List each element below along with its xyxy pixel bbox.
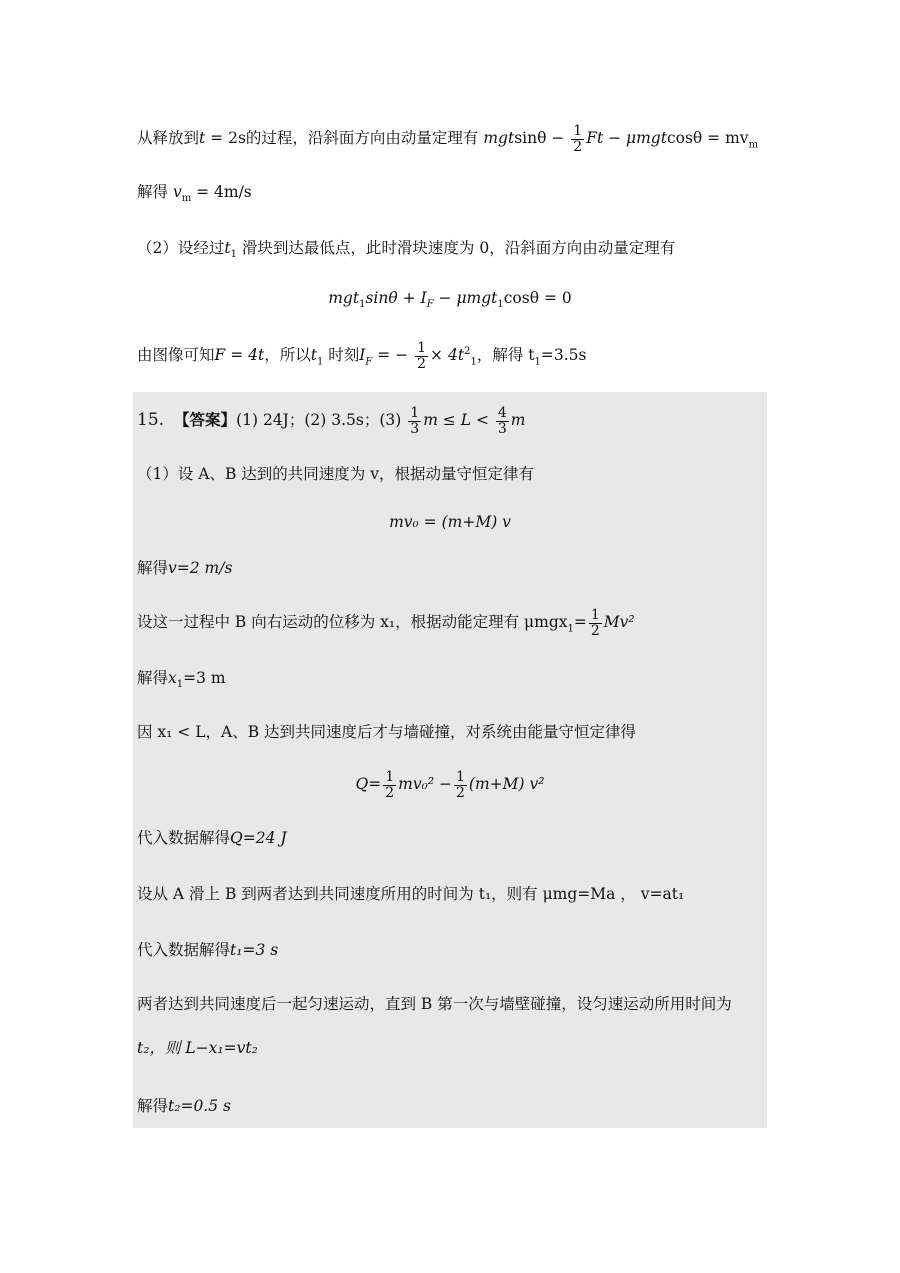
text-line-graph-result <box>137 340 586 374</box>
subscript: m <box>748 139 759 151</box>
equation-part2 <box>0 286 900 317</box>
var-t: t <box>199 129 206 148</box>
numerator: 1 <box>455 769 465 785</box>
text: 因 x₁ < L，A、B 达到共同速度后才与墙碰撞，对系统由能量守恒定律得 <box>137 723 637 741</box>
text: = 2s的过程，沿斜面方向由动量定理有 <box>205 129 484 148</box>
superscript: 2 <box>464 346 471 357</box>
subscript: 1 <box>497 299 504 311</box>
text-line-time-t1 <box>137 882 684 906</box>
subscript: 1 <box>176 679 184 691</box>
formula: = − <box>372 346 409 365</box>
text-line-momentum-theorem <box>137 124 758 157</box>
text: 时刻 <box>323 346 360 365</box>
text-line-uniform-motion <box>137 992 732 1016</box>
subscript: 1 <box>230 249 237 261</box>
var-t: t <box>310 346 317 365</box>
question-number: 15. <box>137 410 165 431</box>
equation-energy-conservation <box>0 770 900 800</box>
text: 解得 <box>137 669 169 687</box>
subscript: 1 <box>316 356 324 368</box>
text: 解得 <box>137 1097 169 1115</box>
formula: cosθ = mv <box>666 129 749 148</box>
formula: (m+M) v² <box>468 775 545 794</box>
equation-momentum-conservation <box>0 510 900 534</box>
formula: F = 4t <box>214 346 265 365</box>
var-t: t <box>224 239 231 257</box>
text: 两者达到共同速度后一起匀速运动，直到 B 第一次与墙壁碰撞，设匀速运动所用时间为 <box>137 995 732 1013</box>
denominator: 2 <box>417 355 427 372</box>
value: t₂=0.5 s <box>168 1097 231 1115</box>
value: t₁=3 s <box>230 941 279 959</box>
text-line-part2-intro <box>137 236 675 267</box>
subscript: 1 <box>567 623 574 635</box>
denominator: 2 <box>385 784 395 801</box>
value: =3.5s <box>540 346 587 365</box>
fraction <box>454 770 467 800</box>
fraction <box>589 608 602 638</box>
formula: Mv² <box>603 613 635 632</box>
formula: mv₀ = (m+M) v <box>389 513 511 531</box>
formula: t₂，则 L−x₁=vt₂ <box>137 1039 258 1057</box>
subscript: 1 <box>359 299 366 311</box>
formula: − μmgt <box>433 289 498 307</box>
denominator: 2 <box>590 622 600 639</box>
value: =3 m <box>183 669 226 687</box>
text: ，解得 t <box>476 346 535 365</box>
text-line-result-vm <box>137 180 252 211</box>
text: 由图像可知 <box>137 346 215 365</box>
var-v: v <box>172 183 182 201</box>
formula: × 4t <box>430 346 465 365</box>
text: 解得 <box>137 183 173 201</box>
highlighted-answer-block <box>133 392 767 1128</box>
denominator: 3 <box>497 420 507 437</box>
text: 设这一过程中 B 向右运动的位移为 x₁，根据动能定理有 μmgx <box>137 613 568 632</box>
text-line-result-Q <box>137 826 287 850</box>
value: Q=24 J <box>230 829 287 847</box>
numerator: 1 <box>590 607 600 623</box>
value: = 4m/s <box>191 183 252 201</box>
formula: mv₀² − <box>398 775 452 794</box>
answer-text: (1) 24J；(2) 3.5s；(3) <box>236 411 402 430</box>
denominator: 2 <box>573 138 583 155</box>
text-line-result-t1 <box>137 938 278 962</box>
text: 解得 <box>137 559 169 577</box>
text: 从释放到 <box>137 129 200 148</box>
formula: sinθ + I <box>365 289 427 307</box>
text: （1）设 A、B 达到的共同速度为 v，根据动量守恒定律有 <box>137 465 534 483</box>
fraction <box>571 124 584 154</box>
text: 代入数据解得 <box>137 829 231 847</box>
value: v=2 m/s <box>168 559 233 577</box>
subscript: 1 <box>534 356 541 368</box>
formula: cosθ = 0 <box>503 289 572 307</box>
var-x: x <box>168 669 177 687</box>
text-line-q15-part1 <box>137 462 534 486</box>
text-line-t2-equation <box>137 1036 258 1060</box>
text: ，所以 <box>264 346 311 365</box>
text-line-result-v <box>137 556 232 580</box>
denominator: 2 <box>455 784 465 801</box>
numerator: 1 <box>385 769 395 785</box>
text: 滑块到达最低点，此时滑块速度为 0，沿斜面方向由动量定理有 <box>236 239 676 257</box>
numerator: 4 <box>497 405 507 421</box>
subscript: 1 <box>470 356 477 368</box>
answer-label: 【答案】 <box>174 410 237 430</box>
var-I: I <box>359 346 366 365</box>
formula: Q= <box>355 775 382 794</box>
formula: = <box>573 613 587 632</box>
formula: m <box>510 411 526 430</box>
text: 设从 A 滑上 B 到两者达到共同速度所用的时间为 t₁，则有 μmg=Ma ， v=at₁ <box>137 885 685 903</box>
question-15-answer <box>137 406 526 436</box>
text-line-energy-conservation <box>137 720 636 744</box>
text-line-result-t2 <box>137 1094 231 1118</box>
fraction <box>496 406 509 436</box>
formula: mgt <box>328 289 360 307</box>
formula: m ≤ L < <box>423 411 489 430</box>
text-line-result-x1 <box>137 666 226 697</box>
formula: sinθ − <box>514 129 565 148</box>
fraction <box>408 406 421 436</box>
text: （2）设经过 <box>137 239 225 257</box>
subscript: m <box>181 193 192 205</box>
fraction <box>383 770 396 800</box>
fraction <box>415 341 428 371</box>
formula: Ft − μmgt <box>586 129 667 148</box>
subscript: F <box>426 299 434 311</box>
numerator: 1 <box>417 339 427 356</box>
text: 代入数据解得 <box>137 941 231 959</box>
numerator: 1 <box>573 123 583 139</box>
denominator: 3 <box>410 420 420 437</box>
subscript: F <box>365 356 373 368</box>
text-line-kinetic-energy-theorem <box>137 608 635 641</box>
formula: mgt <box>483 129 515 148</box>
numerator: 1 <box>410 405 420 421</box>
